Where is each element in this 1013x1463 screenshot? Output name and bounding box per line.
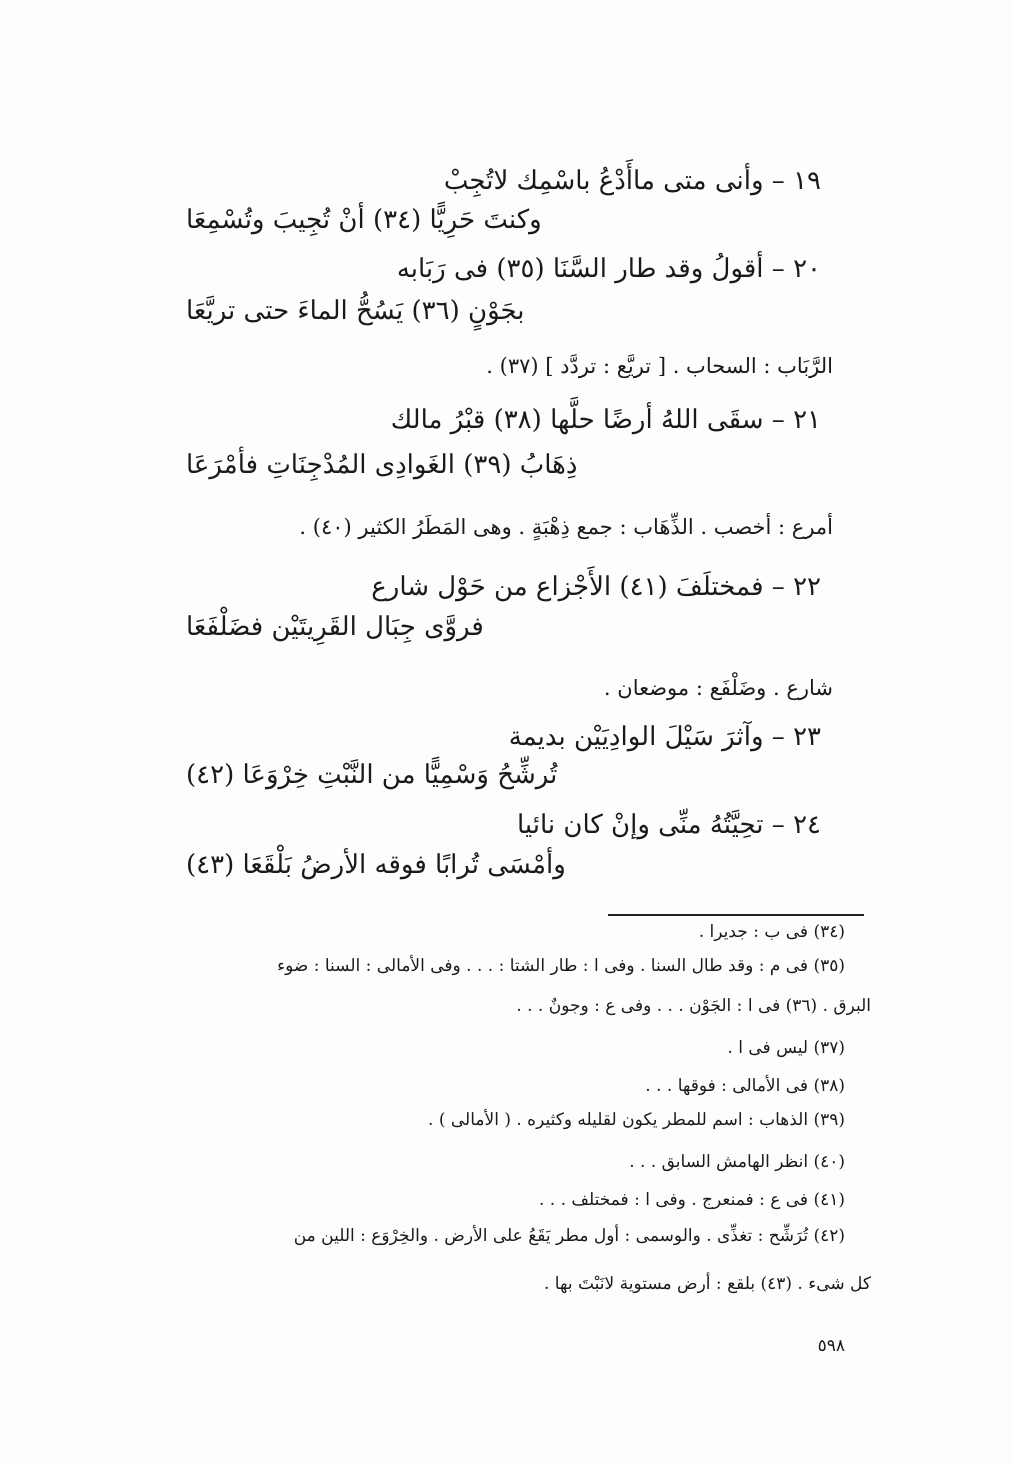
footnote-38: (٣٨) فى الأمالى : فوقها . . . [645,1076,845,1096]
footnote-42-cont-43: كل شىء . (٤٣) بلقع : أرض مستوية لانَبْتَ بها . [544,1274,871,1294]
page-number: ٥٩٨ [817,1336,845,1356]
verse-19-first-hemistich: ١٩ – وأنى متى ماأَدْعُ باسْمِك لاتُجِبْ [443,166,821,196]
footnote-37: (٣٧) ليس فى ا . [727,1038,845,1058]
footnote-34: (٣٤) فى ب : جديرا . [698,922,845,942]
footnote-35: (٣٥) فى م : وقد طال السنا . وفى ا : طار الشتا : . . . وفى الأمالى : السنا : ضوء [277,956,845,976]
footnote-40: (٤٠) انظر الهامش السابق . . . [629,1152,845,1172]
verse-23-second-hemistich: تُرشِّحُ وَسْمِيًّا من النَّبْتِ خِرْوَعَا (٤٢) [186,760,558,790]
verse-21-second-hemistich: ذِهَابُ (٣٩) الغَوادِى المُدْجِنَاتِ فأمْرَعَا [186,450,578,480]
verse-23-first-hemistich: ٢٣ – وآثرَ سَيْلَ الوادِيَيْن بديمة [508,722,821,752]
footnote-39: (٣٩) الذهاب : اسم للمطر يكون لقليله وكثيره . ( الأمالى ) . [428,1110,845,1130]
verse-24-second-hemistich: وأمْسَى تُرابًا فوقه الأرضُ بَلْقَعَا (٤٣) [186,850,566,880]
footnote-35-cont-36: البرق . (٣٦) فى ا : الجَوْن . . . وفى ع : وجونٌ . . . [516,996,871,1016]
gloss-shari: شارع . وضَلْفَع : موضعان . [603,676,833,700]
verse-24-first-hemistich: ٢٤ – تحِيَّتُهُ منِّى وإنْ كان نائيا [516,810,821,840]
verse-20-first-hemistich: ٢٠ – أقولُ وقد طار السَّنَا (٣٥) فى رَبَابه [396,254,821,284]
footnote-41: (٤١) فى ع : فمنعرج . وفى ا : فمختلف . . . [538,1190,845,1210]
verse-21-first-hemistich: ٢١ – سقَى اللهُ أرضًا حلَّها (٣٨) قبْرُ مالك [390,405,821,435]
verse-22-first-hemistich: ٢٢ – فمختلَفَ (٤١) الأَجْزاع من حَوْل شارع [371,572,821,602]
verse-19-second-hemistich: وكنتَ حَرِيًّا (٣٤) أنْ تُجِيبَ وتُسْمِعَا [186,205,542,235]
footnote-separator [608,914,864,916]
gloss-rabab: الرَّبَاب : السحاب . [ تريَّع : تردَّد ] (٣٧) . [486,354,833,378]
verse-22-second-hemistich: فروَّى جِبَال القَرِيتَيْن فضَلْفَعَا [186,612,484,642]
gloss-amra: أمرع : أخصب . الذِّهَاب : جمع ذِهْبَةٍ . وهى المَطَرُ الكثير (٤٠) . [299,515,833,539]
footnote-42: (٤٢) تُرَشِّح : تغذِّى . والوسمى : أول مطر يَقَعُ على الأرض . والخِرْوَع : اللين من [293,1226,845,1246]
verse-20-second-hemistich: بجَوْنٍ (٣٦) يَسُحُّ الماءَ حتى تريَّعَا [186,296,525,326]
